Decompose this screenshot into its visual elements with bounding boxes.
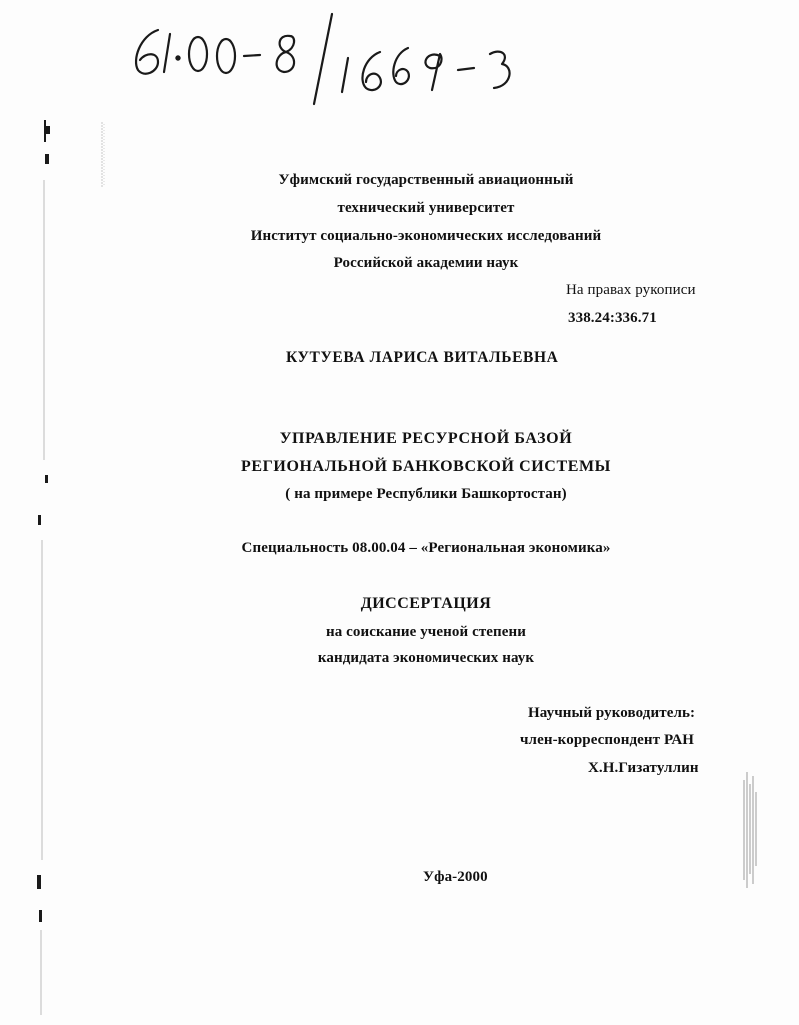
title-subtitle: ( на примере Республики Башкортостан)	[285, 486, 567, 502]
title-line-1: УПРАВЛЕНИЕ РЕСУРСНОЙ БАЗОЙ	[279, 430, 573, 447]
udc-code: 338.24:336.71	[568, 310, 657, 326]
supervisor-name: Х.Н.Гизатуллин	[588, 760, 699, 776]
dissertation-line-1: на соискание ученой степени	[325, 624, 527, 640]
place-year: Уфа-2000	[423, 869, 488, 885]
dissertation-line-2: кандидата экономических наук	[317, 650, 535, 666]
institution-line-1: Уфимский государственный авиационный	[278, 172, 574, 188]
handwritten-archive-code	[118, 8, 578, 108]
dissertation-heading: ДИССЕРТАЦИЯ	[360, 595, 492, 612]
institution-line-2: технический университет	[337, 200, 515, 216]
institution-line-3: Институт социально-экономических исследований	[250, 228, 602, 244]
author-name: КУТУЕВА ЛАРИСА ВИТАЛЬЕВНА	[286, 349, 559, 366]
title-line-2: РЕГИОНАЛЬНОЙ БАНКОВСКОЙ СИСТЕМЫ	[241, 458, 611, 475]
scan-side-noise	[740, 770, 760, 890]
supervisor-rank: член-корреспондент РАН	[520, 732, 695, 748]
institution-line-4: Российской академии наук	[333, 255, 519, 271]
manuscript-rights: На правах рукописи	[566, 282, 696, 298]
specialty: Специальность 08.00.04 – «Региональная экономика»	[241, 540, 611, 556]
supervisor-label: Научный руководитель:	[528, 705, 696, 721]
